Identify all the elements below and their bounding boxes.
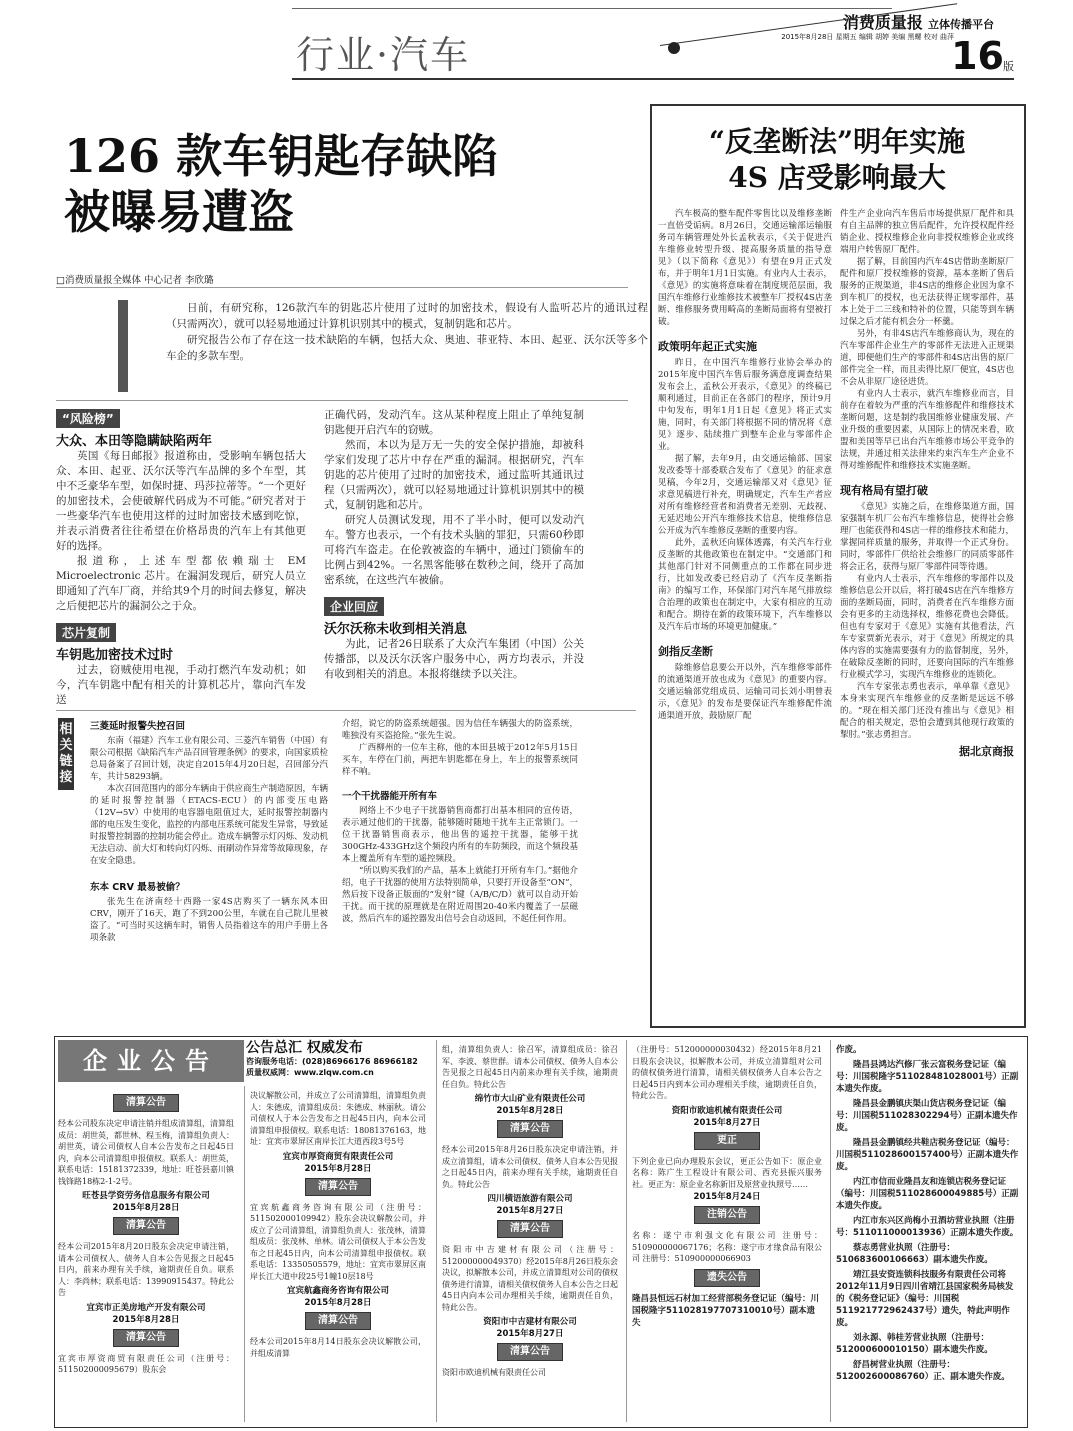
article-body <box>658 357 832 633</box>
notice-sign: 宜宾市正美房地产开发有限公司 <box>86 1302 206 1313</box>
ads-divider <box>436 1040 437 1422</box>
notice-sign: 资阳市欧迪机械有限责任公司 <box>671 1105 783 1116</box>
notice-sign: 旺苍县学资劳务信息服务有限公司 <box>82 1191 210 1201</box>
ads-banner-title: 企业公告 <box>83 1046 219 1075</box>
headline-line2: 被曝易遭盗 <box>64 185 294 239</box>
notice-title: 清算公告 <box>497 1343 563 1361</box>
header-rule-top <box>292 8 892 9</box>
notice-title: 清算公告 <box>497 1220 563 1238</box>
byline-rule <box>56 287 628 288</box>
notice-date: 2015年8月28日 <box>304 1298 372 1308</box>
notice-body: 经本公司2015年8月20日股东会决定申请注销，请本公司债权人、债务人自本公告见报之日起45日内，前来办理有关手续，逾期责任自负。联系人：李尚林；联系电话：13990915437。特此公告 <box>58 1242 234 1297</box>
page-number: 16 <box>951 34 1004 78</box>
ads-web: 质量权威网：www.zlqw.com.cn <box>246 1068 374 1077</box>
ads-col-2 <box>250 1090 426 1359</box>
article-body <box>56 449 306 614</box>
notice <box>632 1132 822 1203</box>
article-body <box>840 208 1014 472</box>
header-rule <box>292 78 1014 80</box>
notice-date: 2015年8月24日 <box>693 1192 761 1202</box>
main-col-2 <box>324 408 584 682</box>
byline: □消费质量报全媒体 中心记者 李欣璐 <box>56 275 214 286</box>
notice-body: 宜宾航鑫商务咨询有限公司（注册号：511502000109942）股东会决议解散公司，并成立了公司清算组，清算组负责人：张茂林，清算组成员：张茂林、单林。请公司债权人于本公告发布之日起45日内，向本公司清算组申报债权。联系电话：13350505579，地址：宜宾市翠屏区南岸长江大道中段25号1幢10层18号 <box>250 1202 426 1281</box>
notice <box>58 1329 234 1376</box>
notice-date: 2015年8月28日 <box>112 1203 180 1213</box>
source-credit: 据北京商报 <box>959 745 1014 758</box>
notice-date: 2015年8月27日 <box>496 1329 564 1339</box>
ads-divider <box>244 1086 245 1422</box>
paragraph: 网络上不少电子干扰器销售商都打出基本相同的宣传语，表示通过他们的干扰器，能够随时随地干扰车主正常锁门。一位干扰器销售商表示，他出售的遥控干扰器，能够干扰300GHz-433GHz这个频段内所有的车防频段，而这个频段基本上覆盖所有车型的遥控频段。 <box>342 806 578 864</box>
paragraph: 件生产企业向汽车售后市场提供原厂配件和具有自主品牌的独立售后配件，允许授权配件经销企业、授权维修企业向非授权维修企业或终端用户转售原厂配件。 <box>840 209 1014 255</box>
section-tag: 芯片复制 <box>56 623 116 642</box>
paragraph: 正确代码，发动汽车。这从某种程度上阻止了单纯复制钥匙便开启汽车的窃贼。 <box>324 409 584 436</box>
ads-col-1 <box>58 1090 234 1376</box>
lead-paragraph: 研究报告公布了存在这一技术缺陷的车辆，包括大众、奥迪、菲亚特、本田、起亚、沃尔沃等多个车企的多款车型。 <box>166 334 648 362</box>
ads-banner-info <box>246 1040 466 1078</box>
subheading: 政策明年起正式实施 <box>658 340 757 353</box>
article-body <box>658 208 832 328</box>
notice-date: 2015年8月28日 <box>496 1106 564 1116</box>
ads-col-4 <box>632 1044 822 1329</box>
main-col-1 <box>56 408 306 708</box>
notice <box>632 1269 822 1329</box>
notice-body: 组，清算组负责人：徐召军，清算组成员：徐召军、李波、蔡世群。请本公司债权、债务人自本公告见报之日起45日内前来办理有关手续，逾期责任自负。特此公告 <box>442 1045 618 1089</box>
paragraph: 另外，有非4S店汽车维修商认为，现在的汽车零部件企业生产的零部件无法进入正规渠道，即便他们生产的零部件和4S店出售的原厂部件完全一样，而且卖得比原厂便宜，4S店也不会从非原厂途径进货。 <box>840 329 1014 387</box>
notice-sign: 绵竹市大山矿业有限责任公司 <box>474 1094 586 1104</box>
section-tag: “风险榜” <box>56 409 120 428</box>
notice-title: 清算公告 <box>113 1217 179 1235</box>
article-body <box>342 718 578 778</box>
notice-list <box>836 1044 1020 1383</box>
related-col-1 <box>90 718 328 944</box>
ads-col-3 <box>442 1044 618 1379</box>
notice-body: 资阳市中吉建材有限公司（注册号：512000000049370）经2015年8月26日股东会决议，拟解散本公司，并成立清算组对公司的债权债务进行清算，请相关债权债务人自本公告之日起45日内向本公司办理相关手续，逾期责任自负，特此公告。 <box>442 1245 618 1312</box>
article-body <box>658 662 832 722</box>
ads-divider <box>626 1040 627 1422</box>
article-body <box>342 805 578 925</box>
notice-sign: 宜宾市厚资商贸有限责任公司 <box>282 1151 394 1162</box>
subheading: 三菱延时报警失控召回 <box>90 721 186 732</box>
paragraph: “所以购买我们的产品，基本上就能打开所有车门。”据他介绍，电子干扰器的使用方法特别简单，只要打开设备至“ON”，然后按下设备正版面的“发射”键（A/B/C/D）就可以自动开始干扰。而干扰的原理就是在附近周围20-40米内覆盖了一层磁波，然后汽车的遥控器发出信号会自动返回，不起任何作用。 <box>342 866 578 924</box>
paper-name: 消费质量报 <box>842 13 923 32</box>
decor-dot <box>668 42 680 54</box>
paper-masthead <box>843 10 994 33</box>
notice-title: 注销公告 <box>694 1206 760 1224</box>
notice <box>250 1312 426 1359</box>
paragraph: 研究人员测试发现，用不了半小时，便可以发动汽车。警方也表示，一个有技术头脑的罪犯，只需60秒即可将汽车盗走。在伦敦被盗的车辆中，通过门锁偷车的比例占到42%。一名黑客能够在数秒之间，绕开了高加密系统，在这些汽车被偷。 <box>324 514 584 586</box>
headline-line1: 126 款车钥匙存缺陷 <box>64 129 499 183</box>
notice <box>250 1178 426 1309</box>
ads-banner <box>58 1040 244 1082</box>
notice-title: 清算公告 <box>113 1094 179 1112</box>
notice-title: 清算公告 <box>497 1120 563 1138</box>
paragraph: 然而，本以为是万无一失的安全保护措施，却被科学家们发现了芯片中存在严重的漏洞。根据研究，汽车钥匙的芯片使用了过时的加密技术，通过监听其通讯过程（只需两次），就可以轻易地通过计算机识别其中的模式，复制钥匙和芯片。 <box>324 439 584 511</box>
paragraph: 报道称，上述车型都依赖瑞士 EM Microelectronic 芯片。在漏洞发现后，研究人员立即通知了汽车厂商，并给其9个月的时间去修复，解决之后便把芯片的漏洞公之于众。 <box>56 555 306 612</box>
notice <box>58 1217 234 1325</box>
notice <box>442 1343 618 1379</box>
ads-col-5 <box>836 1044 1020 1386</box>
paragraph: 此外，孟秋还向媒体透露，有关汽车行业反垄断的其他政策也在制定中。“交通部门和其他部门针对不同侧重点的工作都在同步进行，比如发改委已经启动了《汽车反垄断指南》的编写工作，环保部门对汽车尾气排放综合治理的政策也在制定中，大家有相应的互动和配合。期待在新的政策环境下，汽车维修以及汽车后市场的环境更加健康。” <box>658 538 832 632</box>
notice-date: 2015年8月28日 <box>112 1314 180 1325</box>
notice-body: 经本公司2015年8月14日股东会决议解散公司，并组成清算 <box>250 1337 426 1358</box>
notice-body: 经本公司股东决定申请注销并组成清算组，清算组成员：胡世英，都世林、程玉梅，清算组负责人：胡世英，请公司债权人自本公告发布之日起45日内，向本公司清算组申报债权。联系人：胡世英，联系电话：15181372339，地址：旺苍县嘉川镇钱锋路18栋2-1-2号。 <box>58 1119 234 1186</box>
paragraph: 介绍，说它的防盗系统超强。因为信任车辆强大的防盗系统，唯独没有买盗抢险。”张先生说。 <box>342 719 578 741</box>
article-body <box>324 408 584 588</box>
paragraph: 有业内人士表示，汽车维修的零部件以及维修信息公开以后，将打破4S店在汽车维修方面的垄断局面，同时，消费者在汽车维修方面会有更多的主动选择权，维修花费也会降低。但也有专家对于《意见》实施有其他看法，汽车专家贾新光表示，对于《意见》所规定的具体内容的实施需要强有力的监督制度，另外，在破除反垄断的同时，还要向国际的汽车维修行业模式学习，实现汽车维修业的连锁化。 <box>840 574 1014 680</box>
subheading: 东本 CRV 最易被偷？ <box>90 882 185 893</box>
article-body <box>90 896 328 944</box>
list-item: 隆昌县金鹏镇经共鞋店税务登记证（编号：川国税511028600157400号）正副本遗失作废。 <box>836 1138 1019 1172</box>
ads-phone: 咨询服务电话：(028)86966176 86966182 <box>246 1057 418 1066</box>
notice <box>442 1220 618 1339</box>
paragraph: 据了解，去年9月，由交通运输部、国家发改委等十部委联合发布了《意见》的征求意见稿，今年2月，交通运输部又对《意见》征求意见稿进行补充，明确规定，汽车生产者应对所有维修经营者和消费者无差别、无歧视、无延迟地公开汽车维修技术信息，使维修信息公开成为汽车维修反垄断的重要内容。 <box>658 454 832 536</box>
main-headline <box>64 128 624 240</box>
paragraph: 昨日，在中国汽车维修行业协会举办的2015年度中国汽车售后服务满意度调查结果发布会上，孟秋公开表示，《意见》的终稿已顺利通过，目前正在各部门的程序，预计9月中旬发布，明年1月1日起《意见》将正式实施，同时，有关部门将根据不同的情况将《意见》逐步、陆续推广到整车企业与零部件企业。 <box>658 358 832 452</box>
section-title: 沃尔沃称未收到相关消息 <box>324 622 468 637</box>
ads-heading: 公告总汇 权威发布 <box>246 1040 363 1056</box>
notice-date: 2015年8月28日 <box>304 1163 372 1174</box>
notice <box>632 1206 822 1265</box>
issue-info: 2015年8月28日 星期五 编辑 胡婷 美编 黑螺 校对 曲萍 <box>781 33 954 41</box>
list-item: 舒昌树营业执照（注册号：512002600086760）正、副本遗失作废。 <box>836 1360 1010 1382</box>
lead-rule <box>56 400 628 401</box>
notice-sign: 资阳市中吉建材有限公司 <box>483 1317 577 1327</box>
article-body <box>324 637 584 682</box>
paragraph: 除维修信息要公开以外，汽车维修零部件的流通渠道开放也成为《意见》的重要内容。交通运输部党组成员、运输司司长刘小明曾表示，《意见》的发布是要保证汽车维修配件流通渠道开放，鼓励原厂配 <box>658 663 832 721</box>
related-label-text: 相关链接 <box>59 722 73 785</box>
notice-sign: 宜宾航鑫商务咨询有限公司 <box>286 1286 389 1296</box>
notice-body: 资阳市欧迪机械有限责任公司 <box>442 1368 546 1377</box>
notice-title: 清算公告 <box>305 1178 371 1196</box>
notice-body: 隆昌县恒远石材加工经营部税务登记证（编号：川国税隆字511028197707310010号）副本遗失 <box>632 1293 820 1328</box>
related-label <box>58 718 74 790</box>
notice-title: 更正 <box>694 1132 760 1150</box>
side-headline <box>652 124 1022 196</box>
paragraph: 广西柳州的一位车主称，他的本田县城于2012年5月15日买车，车停在门前，两把车钥匙都在身上，车上的报警系统同样不响。 <box>342 743 578 777</box>
subheading: 现有格局有望打破 <box>840 484 928 497</box>
paragraph: 汽车极高的整车配件零售比以及维修垄断一直倍受诟病。8月26日，交通运输部运输服务司车辆管理处外长孟秋表示，《关于促进汽车维修业转型升级、提高服务质量的指导意见》（以下简称《意见》）有望在9月正式发布，并于明年1月1日实施。有业内人士表示，《意见》的实施将意味着在制度规范层面，我国汽车维修行业维修技术被整车厂授权4S店垄断、维修服务费用畸高的垄断局面将有望被打破。 <box>658 209 832 327</box>
subheading: 剑指反垄断 <box>658 645 713 658</box>
notice <box>250 1090 426 1174</box>
list-item: 内江市东兴区尚梅小丑酒坊营业执照（注册号：511011000013936）正副本遗失作废。 <box>836 1216 1019 1238</box>
notice-body: 宜宾市厚资商贸有限责任公司（注册号：511502000095679）股东会 <box>58 1353 234 1374</box>
section-tag: 企业回应 <box>324 597 384 616</box>
list-item: 刘永源、韩桂芳营业执照（注册号：512000600010150）副本遗失作废。 <box>836 1333 993 1355</box>
notice-sign: 四川横语旅游有限公司 <box>487 1194 573 1204</box>
side-headline-line2: 4S 店受影响最大 <box>728 161 946 194</box>
paragraph: 过去，窃贼使用电视，手动打燃汽车发动机；如今，汽车钥匙中配有相关的计算机芯片，靠向汽车发送 <box>56 664 306 706</box>
article-body <box>840 501 1014 741</box>
lead-text <box>166 300 648 364</box>
section-title: 行业·汽车 <box>296 33 471 77</box>
notice-date: 2015年8月27日 <box>693 1117 761 1128</box>
paragraph: 汽车专家张志勇也表示，单单靠《意见》本身来实现汽车维修业的反垄断是远远不够的。“现在相关部门还没有推出与《意见》相配合的相关规定，恐怕会遭到其他现行政策的掣肘。”张志勇担言。 <box>840 682 1014 740</box>
paragraph: 有业内人士表示，就汽车维修业而言，目前存在着较为严重的汽车维修配件和维修技术垄断问题，这是制约我国维修业健康发展、产业升级的重要因素，从国际上的情况来看，欧盟和美国等早已出台汽车维修市场公平竞争的法规，并通过相关法律来约束汽车生产企业不得对维修配件和维修技术实施垄断。 <box>840 389 1014 471</box>
paragraph: 张先生在济南经十西路一家4S店购买了一辆东风本田CRV，刚开了16天，跑了不到200公里，车就在自己院儿里被盗了。“可当时买这辆车时，销售人员指着这车的用户手册上各项条款 <box>90 897 328 943</box>
lead-box <box>118 300 648 392</box>
notice-date: 2015年8月27日 <box>496 1206 564 1216</box>
subheading: 一个干扰器能开所有车 <box>342 791 438 802</box>
article-body <box>56 663 306 708</box>
lead-paragraph: 日前，有研究称，126款汽车的钥匙芯片使用了过时的加密技术，假设有人监听芯片的通讯过程（只需两次），就可以轻易地通过计算机识别其中的模式，复制钥匙和芯片。 <box>166 302 648 330</box>
section-title: 大众、本田等隐瞒缺陷两年 <box>56 434 213 449</box>
article-body <box>90 735 328 867</box>
ads-divider <box>830 1040 831 1422</box>
notice-body: 经本公司2015年8月26日股东决定申请注销，并成立清算组，请本公司债权、债务人自本公告见报之日起45日内，前来办理有关手续，逾期责任自负。特此公告 <box>442 1145 618 1189</box>
side-headline-line1: “反垄断法”明年实施 <box>708 125 966 158</box>
notice-title: 遗失公告 <box>694 1269 760 1287</box>
paragraph: 为此，记者26日联系了大众汽车集团（中国）公关传播部，以及沃尔沃客户服务中心，两方均表示，并没有收到相关的消息。本报将继续予以关注。 <box>324 638 584 680</box>
list-item: 蔡志勇营业执照（注册号：510683600106663）副本遗失作废。 <box>836 1243 993 1265</box>
list-item: 隆昌县金鹏镇庆渠山货店税务登记证（编号：川国税511028302294号）正副本遗失作废。 <box>836 1099 1018 1133</box>
side-col-1 <box>658 208 832 722</box>
section-title: 车钥匙加密技术过时 <box>56 648 174 663</box>
related-frame-top <box>56 710 636 711</box>
list-item: 靖江县安资连锁科技服务有限责任公司将2012年11月9日四川省靖江县国家税务局核发的《税务登记证》（编号：川国税511921772962437号）遗失，特此声明作废。 <box>836 1270 1014 1328</box>
paragraph: 据了解，目前国内汽车4S店借助垄断原厂配件和原厂授权维修的资源，基本垄断了售后服务的正规渠道，非4S店的维修企业因为拿不到车机厂的授权，也无法获得正规零部件，基本上处于二三线和特补的位置，只能等到车辆过保之后才能有机会分一杯羹。 <box>840 257 1014 327</box>
paragraph: 本次召回范围内的部分车辆由于供应商生产制造原因，车辆的延时报警控制器（ETACS-ECU）的内部变压电路（12V→5V）中使用的电容器电阻值过大，延时报警控制器内部的电压发生变化，监控的内部电压系统可能发生异常，导致延时报警控制器的控制功能会停止。造成车辆警示灯闪烁、发动机无法启动、前大灯和转向灯闪烁、雨刷动作异常等故障现象，存在安全隐患。 <box>90 784 329 866</box>
notice <box>632 1044 822 1128</box>
notice-body: 下列企业已向办理股东会议，更正公告如下：原企业名称：陈广生工程设计有限公司、西充县振兴服务社。更正为：原企业名称新旧及原营业执照号…… <box>632 1156 822 1189</box>
page-header <box>292 8 1014 86</box>
paragraph: 英国《每日邮报》报道称由，受影响车辆包括大众、本田、起亚、沃尔沃等汽车品牌的多个车型，其中不乏豪华车型，如保时捷、玛莎拉蒂等。“一个更好的加密技术，会使破解代码成为不可能。”研究者对于一些豪华汽车也使用这样的过时加密技术感到吃惊，并表示消费者往往希望在价格昂贵的汽车上有其他更好的选择。 <box>56 450 306 552</box>
notice-body: （注册号：512000000030432）经2015年8月21日股东会决议，拟解散本公司，并成立清算组对公司的债权债务进行清算，请相关债权债务人自本公告之日起45日内到本公司办理相关手续，逾期责任自负，特此公告。 <box>632 1045 822 1100</box>
paragraph: 《意见》实施之后，在维修渠道方面，国家强制车机厂公布汽车维修信息，使得社会修理厂也能获得和4S店一样的维修技术和能力，掌握同样质量的服务，并取得一个正式身份。同时，零部件厂供给社会维修厂的同质零部件将会正名，获得与原厂零部件同等待遇。 <box>840 502 1014 572</box>
paper-tagline: 立体传播平台 <box>928 18 994 31</box>
notice-title: 清算公告 <box>113 1329 179 1347</box>
list-item: 内江市信而业隆昌友和连锁店税务登记证（编号：川国税511028600049885号）正副本遗失作废。 <box>836 1177 1019 1211</box>
notice-title: 清算公告 <box>305 1312 371 1330</box>
notice <box>442 1044 618 1116</box>
related-col-2 <box>342 718 578 925</box>
notice-body: 决议解散公司，并成立了公司清算组，清算组负责人：朱德成，清算组成员：朱德成、林丽秋。请公司债权人于本公告发布之日起45日内，向本公司清算组申报债权。联系电话：18081376163，地址：宜宾市翠屏区南岸长江大道西段3号5号 <box>250 1091 426 1146</box>
notice <box>442 1120 618 1216</box>
page-suffix: 版 <box>1003 60 1014 73</box>
notice-body: 名称：遂宁市利强文化有限公司 注册号：510900000067176；名称：遂宁市才缘食品有限公司 注册号：510900000066903 <box>632 1231 822 1263</box>
list-item: 隆昌县鸿达汽修厂张云富税务登记证（编号：川国税隆字511028481028001号）正副本遗失作废。 <box>836 1060 1019 1094</box>
list-item: 作废。 <box>836 1045 862 1055</box>
side-col-2 <box>840 208 1014 762</box>
notice <box>58 1094 234 1213</box>
paragraph: 东南（福建）汽车工业有限公司、三菱汽车销售（中国）有限公司根据《缺陷汽车产品召回管理条例》的要求，向国家质检总局备案了召回计划，决定自2015年4月20日起，召回部分汽车，共计58293辆。 <box>90 736 329 782</box>
